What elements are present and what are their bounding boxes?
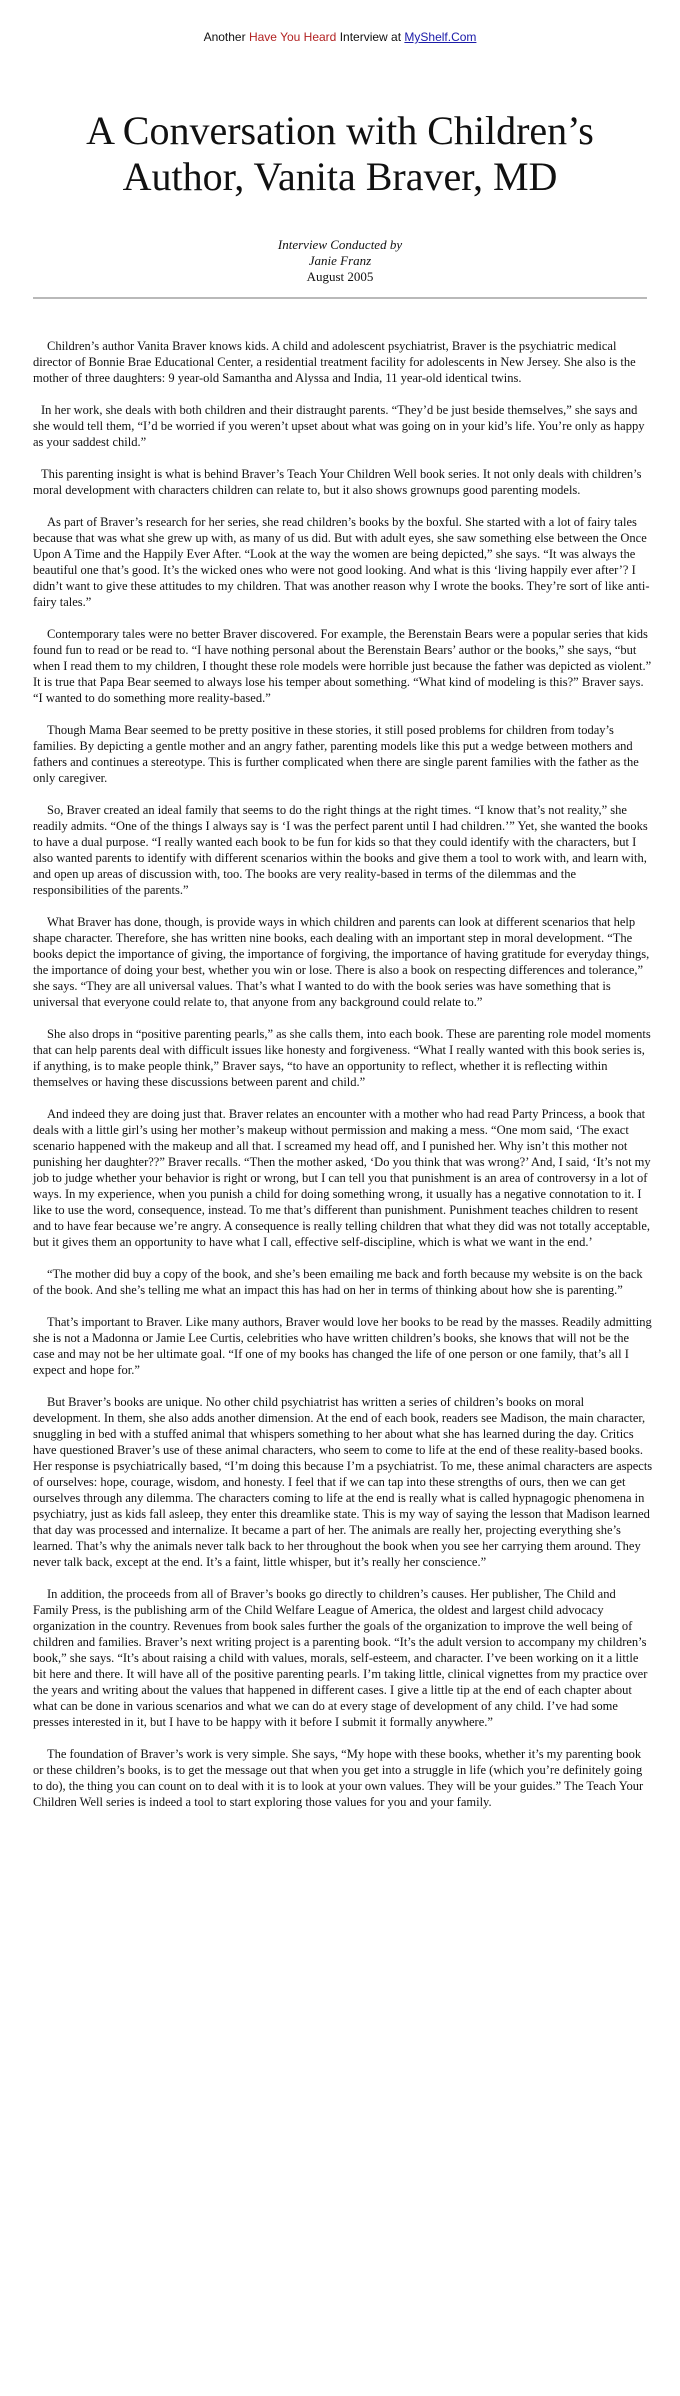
header-prefix: Another — [203, 30, 246, 44]
byline-author: Janie Franz — [308, 253, 372, 268]
title-line-1: A Conversation with Children’s — [86, 108, 594, 153]
paragraph: But Braver’s books are unique. No other child psychiatrist has written a series of children’s books on moral development. In them, she also adds another dimension. At the end of each book, readers see Madison, the main character, snuggling in bed with a stuffed animal that whispers something to her about what she has learned during the day. Critics have questioned Braver’s use of these animal characters, who seem to come to life at the end of these reality-based books. Her response is psychiatrically based, “I’m doing this because I’m a psychiatrist. To me, these animal characters are aspects of ourselves: hope, courage, wisdom, and honesty. I feel that if we can tap into these strengths of ours, then we can get ourselves through any dilemma. The characters coming to life at the end is really what is called hypnagogic phenomena in psychiatry, just as kids fall asleep, they enter this dreamlike state. This is my way of saying the lesson that Madison learned that day was processed and internalize. It became a part of her. The animals are really her, projecting everything she’s learned. That’s why the animals never talk back to her throughout the book when you see her carrying them around. They never talk back, except at the end. It’s a faint, little whisper, but it’s really her conscience.” — [33, 1395, 653, 1569]
paragraph: And indeed they are doing just that. Braver relates an encounter with a mother who had read Party Princess, a book that deals with a little girl’s using her mother’s makeup without permission and making a mess. “One mom said, ‘The exact scenario happened with the makeup and all that. I screamed my head off, and I punished her. Why isn’t this mother not punishing her daughter??” Braver recalls. “Then the mother asked, ‘Do you think that was wrong?’ And, I said, ‘It’s not my job to judge whether your behavior is right or wrong, but I can tell you that punishment is an area of controversy in a lot of ways. In my experience, when you punish a child for doing something wrong, it usually has a negative connotation to it. I like to use the word, consequence, instead. To me that’s different than punishment. Punishment teaches children to resent and to have fear because we’re angry. A consequence is really telling children that what they did was not totally acceptable, but it gives them an opportunity to have what I call, effective self-discipline, which is what we want in the end.’ — [33, 1107, 651, 1249]
byline-label: Interview Conducted by — [277, 237, 403, 252]
paragraph: So, Braver created an ideal family that seems to do the right things at the right times. “I know that’s not reality,” she readily admits. “One of the things I always say is ‘I was the perfect parent until I had children.’” Yet, she wanted the books to have a dual purpose. “I really wanted each book to be fun for kids so that they could identify with the characters, but I also wanted parents to identify with different scenarios within the books and give them a tool to work with, and learn with, and open up areas of discussion with, too. The books are very reality-based in terms of the dilemmas and the responsibilities of the parents.” — [33, 803, 648, 897]
paragraph: Though Mama Bear seemed to be pretty positive in these stories, it still posed problems for children from today’s families. By depicting a gentle mother and an angry father, parenting models like this put a wedge between mothers and fathers and continues a stereotype. This is further complicated when there are single parent families with the father as the only caregiver. — [33, 723, 639, 785]
header-middle: Interview at — [339, 30, 402, 44]
article-title — [0, 108, 680, 200]
site-header — [0, 30, 680, 44]
header-highlight: Have You Heard — [248, 30, 337, 44]
paragraph: She also drops in “positive parenting pearls,” as she calls them, into each book. These are parenting role model moments that can help parents deal with difficult issues like honesty and forgiveness. “What I really wanted with this book series is, if anything, is to make people think,” Braver says, “to have an opportunity to reflect, whether it is reflecting within themselves or having these discussions between parent and child.” — [33, 1027, 651, 1089]
paragraph: That’s important to Braver. Like many authors, Braver would love her books to be read by the masses. Readily admitting she is not a Madonna or Jamie Lee Curtis, celebrities who have written children’s books, she knows that will not be the case and may not be her ultimate goal. “If one of my books has changed the life of one person or one family, that’s all I expect and hope for.” — [33, 1315, 652, 1377]
paragraph: Contemporary tales were no better Braver discovered. For example, the Berenstain Bears were a popular series that kids found fun to read or be read to. “I have nothing personal about the Berenstain Bears’ author or the books,” she says, “but when I read them to my children, I thought these role models were horrible just because the father was depicted as violent.” It is true that Papa Bear seemed to always lose his temper about something. “What kind of modeling is this?” Braver says. “I wanted to do something more reality-based.” — [33, 627, 652, 705]
paragraph: In her work, she deals with both children and their distraught parents. “They’d be just beside themselves,” she says and she would tell them, “I’d be worried if you weren’t upset about what was going on in your kid’s life. You’re only as happy as your saddest child.” — [33, 403, 645, 449]
paragraph: As part of Braver’s research for her series, she read children’s books by the boxful. She started with a lot of fairy tales because that was what she grew up with, as many of us did. But with adult eyes, she saw something else between the Once Upon A Time and the Happily Ever After. “Look at the way the women are being depicted,” she says. “It was always the beautiful one that’s good. It’s the wicked ones who were not good looking. And what is this ‘living happily ever after’? I didn’t want to give these attitudes to my children. That was another reason why I wrote the books. They’re sort of like anti-fairy tales.” — [33, 515, 650, 609]
myshelf-link[interactable]: MyShelf.Com — [404, 30, 477, 44]
article-date: August 2005 — [306, 269, 374, 284]
paragraph: The foundation of Braver’s work is very simple. She says, “My hope with these books, whether it’s my parenting book or these children’s books, is to get the message out that when you get into a struggle in life (which you’re definitely going to do), the thing you can count on to deal with it is to look at your own values. They will be your guides.” The Teach Your Children Well series is indeed a tool to start exploring those values for you and your family. — [33, 1747, 644, 1809]
paragraph: Children’s author Vanita Braver knows kids. A child and adolescent psychiatrist, Braver is the psychiatric medical director of Bonnie Brae Educational Center, a residential treatment facility for adolescents in New Jersey. She also is the mother of three daughters: 9 year-old Samantha and Alyssa and India, 11 year-old identical twins. — [33, 339, 636, 385]
byline — [0, 237, 680, 285]
divider — [33, 297, 647, 299]
paragraph: This parenting insight is what is behind Braver’s Teach Your Children Well book series. It not only deals with children’s moral development with characters children can relate to, but it also shows grownups good parenting models. — [33, 467, 642, 497]
title-line-2: Author, Vanita Braver, MD — [122, 154, 558, 199]
paragraph: “The mother did buy a copy of the book, and she’s been emailing me back and forth because my website is on the back of the book. And she’s telling me what an impact this has had on her in terms of thinking about how she is parenting.” — [33, 1267, 643, 1297]
paragraph: What Braver has done, though, is provide ways in which children and parents can look at different scenarios that help shape character. Therefore, she has written nine books, each dealing with an important step in moral development. “The books depict the importance of giving, the importance of forgiving, the importance of having gratitude for everyday things, the importance of doing your best, whether you win or lose. There is also a book on respecting differences and tolerance,” she says. “They are all universal values. That’s what I wanted to do with the book series was have something that is universal that everyone could relate to, that anyone from any background could relate to.” — [33, 915, 650, 1009]
article-body — [33, 338, 653, 1826]
paragraph: In addition, the proceeds from all of Braver’s books go directly to children’s causes. Her publisher, The Child and Family Press, is the publishing arm of the Child Welfare League of America, the oldest and largest child advocacy organization in the country. Revenues from book sales further the goals of the organization to improve the well being of children and families. Braver’s next writing project is a parenting book. “It’s the adult version to accompany my children’s book,” she says. “It’s about raising a child with values, morals, self-esteem, and character. I’ve been working on it a little bit here and there. It will have all of the positive parenting pearls. I’m taking little, clinical vignettes from my practice over the years and writing about the values that happened in different cases. I give a little tip at the end of each chapter about what can be done in various scenarios and what we can do at every stage of development of any child. I’ve had some presses interested in it, but I have to be happy with it before I submit it formally anywhere.” — [33, 1587, 648, 1729]
